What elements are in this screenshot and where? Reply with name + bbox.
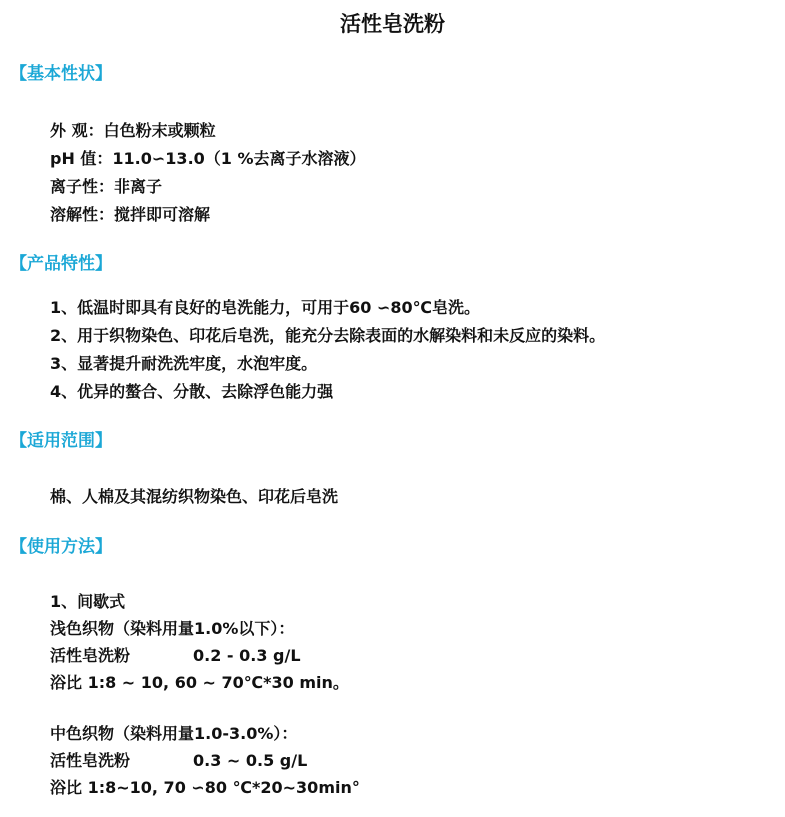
medium-fabric-dosage-row: [50, 747, 360, 774]
basic-properties-list: [50, 117, 366, 229]
usage-mode: 1、间歇式: [50, 592, 126, 611]
feature-item: 4、优异的螯合、分散、去除浮色能力强: [50, 382, 334, 401]
light-fabric-dosage-row: [50, 642, 360, 669]
section-heading-scope: 【适用范围】: [10, 431, 112, 451]
medium-fabric-bath: 浴比 1:8~10, 70 ∽80 ℃*20~30min°: [50, 778, 360, 797]
features-list: [50, 294, 605, 406]
property-ionic: 离子性：非离子: [50, 177, 163, 196]
spacer: [50, 696, 360, 720]
property-ph: pH 值：11.0∽13.0（1 %去离子水溶液）: [50, 149, 366, 168]
medium-fabric-dosage: 0.3 ~ 0.5 g/L: [193, 751, 308, 770]
feature-item: 2、用于织物染色、印花后皂洗，能充分去除表面的水解染料和未反应的染料。: [50, 326, 606, 345]
light-fabric-bath: 浴比 1:8 ~ 10, 60 ~ 70℃*30 min。: [50, 673, 349, 692]
feature-item: 1、低温时即具有良好的皂洗能力，可用于60 ∽80℃皂洗。: [50, 298, 481, 317]
medium-fabric-title: 中色织物（染料用量1.0-3.0%）：: [50, 724, 298, 743]
light-fabric-title: 浅色织物（染料用量1.0%以下）：: [50, 619, 295, 638]
section-heading-basic: 【基本性状】: [10, 64, 112, 84]
property-appearance: 外 观：白色粉末或颗粒: [50, 121, 216, 140]
usage-instructions: [50, 588, 360, 801]
section-heading-features: 【产品特性】: [10, 254, 112, 274]
page-title: 活性皂洗粉: [340, 12, 445, 36]
section-heading-usage: 【使用方法】: [10, 537, 112, 557]
property-solubility: 溶解性：搅拌即可溶解: [50, 205, 211, 224]
scope-list: [50, 483, 338, 511]
light-fabric-dosage: 0.2 - 0.3 g/L: [193, 646, 301, 665]
feature-item: 3、显著提升耐洗洗牢度，水泡牢度。: [50, 354, 318, 373]
medium-fabric-product: 活性皂洗粉: [50, 751, 131, 770]
scope-item: 棉、人棉及其混纺织物染色、印花后皂洗: [50, 487, 339, 506]
light-fabric-product: 活性皂洗粉: [50, 646, 131, 665]
